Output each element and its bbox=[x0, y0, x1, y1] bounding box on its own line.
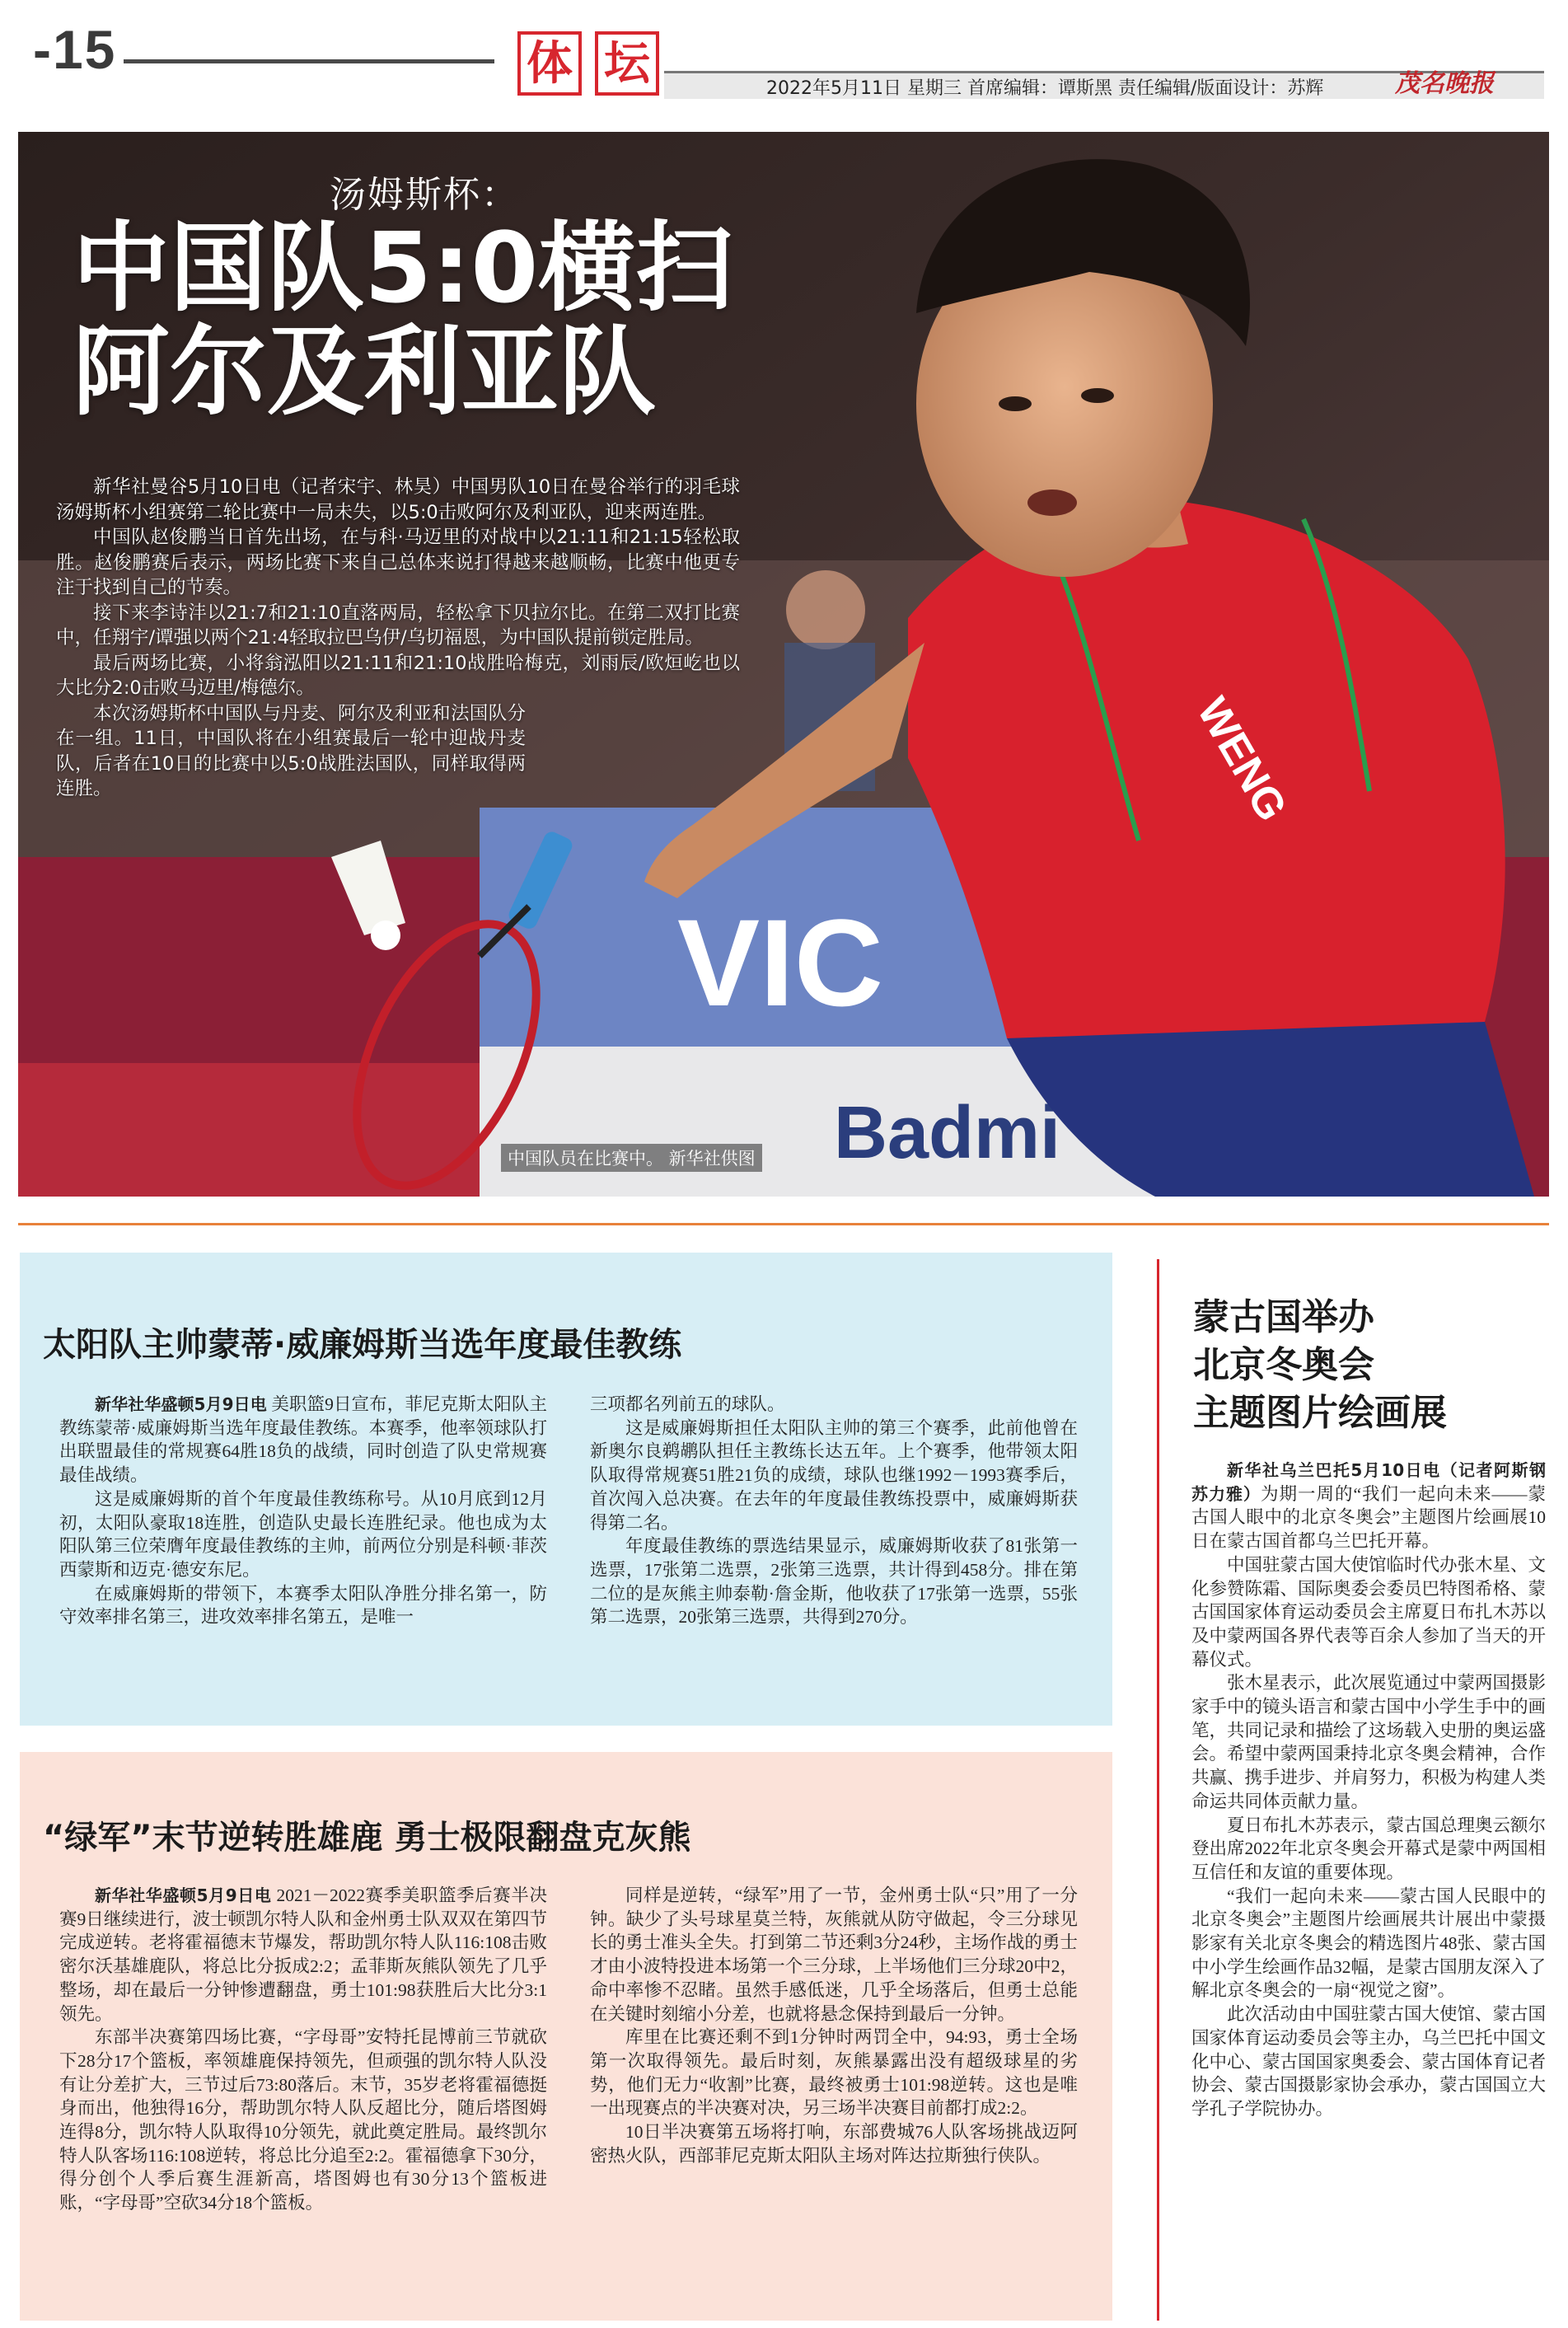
article-paragraph: 此次活动由中国驻蒙古国大使馆、蒙古国国家体育运动委员会等主办，乌兰巴托中国文化中心、蒙古国国家奥委会、蒙古国体育记者协会、蒙古国摄影家协会承办，蒙古国国立大学孔子学院协办。 bbox=[1191, 2004, 1547, 2119]
article-paragraph: 夏日布扎木苏表示，蒙古国总理奥云额尔登出席2022年北京冬奥会开幕式是蒙中两国相互信任和友谊的重要体现。 bbox=[1191, 1815, 1547, 1882]
article-column-2 bbox=[590, 1884, 1078, 2167]
hero-headline bbox=[73, 211, 946, 429]
side-title-line: 北京冬奥会 bbox=[1193, 1344, 1374, 1386]
issue-info: 2022年5月11日 星期三 首席编辑：谭斯黑 责任编辑/版面设计：苏辉 bbox=[766, 78, 1324, 99]
article-text: 2021－2022赛季美职篮季后赛半决赛9日继续进行，波士顿凯尔特人队和金州勇士队双双在第四节完成逆转。老将霍福德末节爆发，帮助凯尔特人队116:108击败密尔沃基雄鹿队，将总比分扳成2:2；孟菲斯灰熊队领先了几乎整场，却在最后一分钟惨遭翻盘，勇士101:98获胜后大比分3:1领先。 bbox=[59, 1885, 547, 2024]
lead-paragraph: 中国队赵俊鹏当日首先出场，在与科·马迈里的对战中以21:11和21:15轻松取胜。赵俊鹏赛后表示，两场比赛下来自己总体来说打得越来越顺畅，比赛中他更专注于找到自己的节奏。 bbox=[56, 527, 740, 598]
side-column-rule bbox=[1157, 1259, 1159, 2321]
article-title: 太阳队主帅蒙蒂·威廉姆斯当选年度最佳教练 bbox=[43, 1326, 682, 1364]
side-article-title bbox=[1193, 1294, 1447, 1437]
photo-caption: 中国队员在比赛中。 新华社供图 bbox=[501, 1144, 762, 1172]
article-paragraph: 东部半决赛第四场比赛，“字母哥”安特托昆博前三节就砍下28分17个篮板，率领雄鹿保持领先，但顽强的凯尔特人队没有让分差扩大，三节过后73:80落后。末节，35岁老将霍福德挺身而出，他独得16分，帮助凯尔特人队反超比分，随后塔图姆连得8分，凯尔特人队取得10分领先，就此奠定胜局。最终凯尔特人队客场116:108逆转，将总比分追至2:2。霍福德拿下30分，得分创个人季后赛生涯新高，塔图姆也有30分13个篮板进账，“字母哥”空砍34分18个篮板。 bbox=[59, 2027, 547, 2213]
article-paragraph bbox=[1191, 1459, 1546, 1553]
side-article-body bbox=[1191, 1459, 1546, 2121]
signage-vic: VIC bbox=[677, 893, 884, 1032]
article-paragraph: “我们一起向未来——蒙古国人民眼中的北京冬奥会”主题图片绘画展共计展出中蒙摄影家有关北京冬奥会的精选图片48张、蒙古国中小学生绘画作品32幅，是蒙古国朋友深入了解北京冬奥会的一扇“视觉之窗”。 bbox=[1191, 1885, 1547, 2001]
shirt-lettering: WENG bbox=[1187, 690, 1296, 830]
header-rule bbox=[124, 59, 494, 63]
article-paragraph: 年度最佳教练的票选结果显示，威廉姆斯收获了81张第一选票，17张第二选票，2张第三选票，共计得到458分。排在第二位的是灰熊主帅泰勒·詹金斯，他收获了17张第一选票，55张第二选票，20张第三选票，共得到270分。 bbox=[590, 1536, 1078, 1628]
article-paragraph: 张木星表示，此次展览通过中蒙两国摄影家手中的镜头语言和蒙古国中小学生手中的画笔，共同记录和描绘了这场载入史册的奥运盛会。希望中蒙两国秉持北京冬奥会精神，合作共赢、携手进步、并肩努力，积极为构建人类命运共同体贡献力量。 bbox=[1191, 1673, 1547, 1811]
article-paragraph: 库里在比赛还剩不到1分钟时两罚全中，94:93，勇士全场第一次取得领先。最后时刻，灰熊暴露出没有超级球星的劣势，他们无力“收割”比赛，最终被勇士101:98逆转。这也是唯一出现赛点的半决赛对决，另三场半决赛目前都打成2:2。 bbox=[590, 2027, 1078, 2119]
section-divider bbox=[18, 1223, 1549, 1225]
hero-lead-text bbox=[56, 475, 740, 802]
article-text: 美职篮9日宣布，菲尼克斯太阳队主教练蒙蒂·威廉姆斯当选年度最佳教练。本赛季，他率领球队打出联盟最佳的常规赛64胜18负的战绩，同时创造了队史常规赛最佳战绩。 bbox=[59, 1394, 547, 1486]
lead-paragraph: 接下来李诗沣以21:7和21:10直落两局，轻松拿下贝拉尔比。在第二双打比赛中，任翔宇/谭强以两个21:4轻取拉巴乌伊/乌切福恩，为中国队提前锁定胜局。 bbox=[56, 602, 740, 649]
section-char-2: 坛 bbox=[595, 31, 659, 96]
article-paragraph: 10日半决赛第五场将打响，东部费城76人队客场挑战迈阿密热火队，西部菲尼克斯太阳队主场对阵达拉斯独行侠队。 bbox=[590, 2122, 1078, 2166]
side-title-line: 主题图片绘画展 bbox=[1193, 1392, 1447, 1434]
article-paragraph: 在威廉姆斯的带领下，本赛季太阳队净胜分排名第一，防守效率排名第三，进攻效率排名第五，是唯一 bbox=[59, 1583, 547, 1628]
article-source: 新华社乌兰巴托5月10日电（记者阿斯钢 苏力雅） bbox=[1191, 1460, 1546, 1504]
article-column-2 bbox=[590, 1393, 1078, 1629]
article-source: 新华社华盛顿5月9日电 bbox=[95, 1885, 272, 1905]
article-column-1 bbox=[59, 1884, 547, 2215]
section-char-1: 体 bbox=[517, 31, 582, 96]
article-paragraph bbox=[59, 1393, 547, 1487]
headline-line-1: 中国队5:0横扫 bbox=[73, 211, 733, 325]
article-title: “绿军”末节逆转胜雄鹿 勇士极限翻盘克灰熊 bbox=[43, 1819, 691, 1857]
article-paragraph: 这是威廉姆斯的首个年度最佳教练称号。从10月底到12月初，太阳队豪取18连胜，创造队史最长连胜纪录。他也成为太阳队第三位荣膺年度最佳教练的主帅，前两位分别是科顿·菲茨西蒙斯和迈克·德安东尼。 bbox=[59, 1488, 547, 1580]
article-paragraph bbox=[59, 1884, 547, 2026]
article-text: 为期一周的“我们一起向未来——蒙古国人眼中的北京冬奥会”主题图片绘画展10日在蒙古国首都乌兰巴托开幕。 bbox=[1191, 1483, 1547, 1552]
page-number: -15 bbox=[33, 19, 117, 80]
headline-line-2: 阿尔及利亚队 bbox=[73, 315, 657, 429]
article-column-1 bbox=[59, 1393, 547, 1629]
section-label bbox=[517, 31, 662, 96]
article-source: 新华社华盛顿5月9日电 bbox=[95, 1394, 267, 1414]
article-paragraph: 这是威廉姆斯担任太阳队主帅的第三个赛季，此前他曾在新奥尔良鹈鹕队担任主教练长达五年。上个赛季，他带领太阳队取得常规赛51胜21负的成绩，球队也继1992－1993赛季后，首次闯入总决赛。在去年的年度最佳教练投票中，威廉姆斯获得第二名。 bbox=[590, 1417, 1078, 1533]
article-paragraph: 同样是逆转，“绿军”用了一节，金州勇士队“只”用了一分钟。缺少了头号球星莫兰特，灰熊就从防守做起，令三分球见长的勇士准头全失。打到第二节还剩3分24秒，主场作战的勇士才由小波特投进本场第一个三分球，上半场他们三分球20中2，命中率惨不忍睹。虽然手感低迷，几乎全场落后，但勇士总能在关键时刻缩小分差，也就将悬念保持到最后一分钟。 bbox=[590, 1885, 1078, 2024]
lead-paragraph: 新华社曼谷5月10日电（记者宋宇、林昊）中国男队10日在曼谷举行的羽毛球汤姆斯杯小组赛第二轮比赛中一局未失，以5:0击败阿尔及利亚队，迎来两连胜。 bbox=[56, 476, 740, 523]
signage-badminton: Badmi bbox=[834, 1092, 1061, 1174]
paper-logo: 茂名晚报 bbox=[1395, 69, 1494, 98]
article-paragraph: 三项都名列前五的球队。 bbox=[590, 1394, 785, 1414]
hero-kicker: 汤姆斯杯： bbox=[330, 174, 519, 216]
lead-paragraph: 本次汤姆斯杯中国队与丹麦、阿尔及利亚和法国队分在一组。11日，中国队将在小组赛最后一轮中迎战丹麦队，后者在10日的比赛中以5:0战胜法国队，同样取得两连胜。 bbox=[56, 702, 526, 799]
lead-paragraph: 最后两场比赛，小将翁泓阳以21:11和21:10战胜哈梅克，刘雨辰/欧烜屹也以大比分2:0击败马迈里/梅德尔。 bbox=[56, 652, 740, 699]
side-title-line: 蒙古国举办 bbox=[1193, 1296, 1374, 1338]
article-paragraph: 中国驻蒙古国大使馆临时代办张木星、文化参赞陈霜、国际奥委会委员巴特图希格、蒙古国国家体育运动委员会主席夏日布扎木苏以及中蒙两国各界代表等百余人参加了当天的开幕仪式。 bbox=[1191, 1554, 1547, 1670]
